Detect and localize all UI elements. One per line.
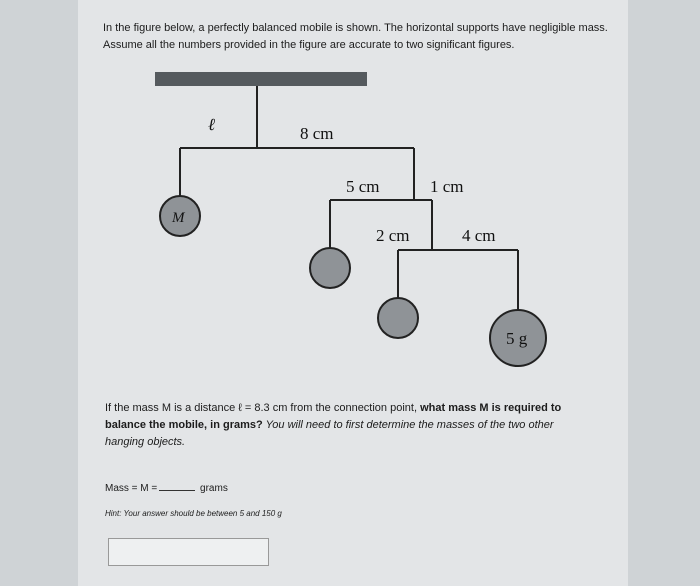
label-8cm: 8 cm xyxy=(300,124,334,143)
mass-prefix: Mass = M = xyxy=(105,483,158,494)
problem-intro: In the figure below, a perfectly balanced mobile is shown. The horizontal supports have negligible mass. Assume all the numbers provided in the figure are accurate to two significant figures. xyxy=(103,22,608,51)
mass-blank xyxy=(159,490,195,491)
question-bold: what mass M is required to balance the mobile, in grams? xyxy=(105,402,562,431)
question-italic: You will need to first determine the masses of the two other hanging objects. xyxy=(105,419,554,448)
ceiling xyxy=(155,72,367,86)
label-4cm: 4 cm xyxy=(462,226,496,245)
label-1cm: 1 cm xyxy=(430,177,464,196)
mass-unknown-2 xyxy=(378,298,418,338)
mass-unit: grams xyxy=(200,483,228,494)
label-5cm: 5 cm xyxy=(346,177,380,196)
mass-unknown-1 xyxy=(310,248,350,288)
label-5g: 5 g xyxy=(506,329,528,348)
label-ell: ℓ xyxy=(208,115,216,134)
label-M: M xyxy=(172,210,185,226)
mass-line xyxy=(105,480,228,497)
answer-input[interactable] xyxy=(108,538,269,566)
question-part1: If the mass M is a distance ℓ = 8.3 cm from the connection point, xyxy=(105,402,421,414)
question-text xyxy=(105,400,585,451)
label-2cm: 2 cm xyxy=(376,226,410,245)
hint-text: Hint: Your answer should be between 5 and 150 g xyxy=(105,509,282,518)
